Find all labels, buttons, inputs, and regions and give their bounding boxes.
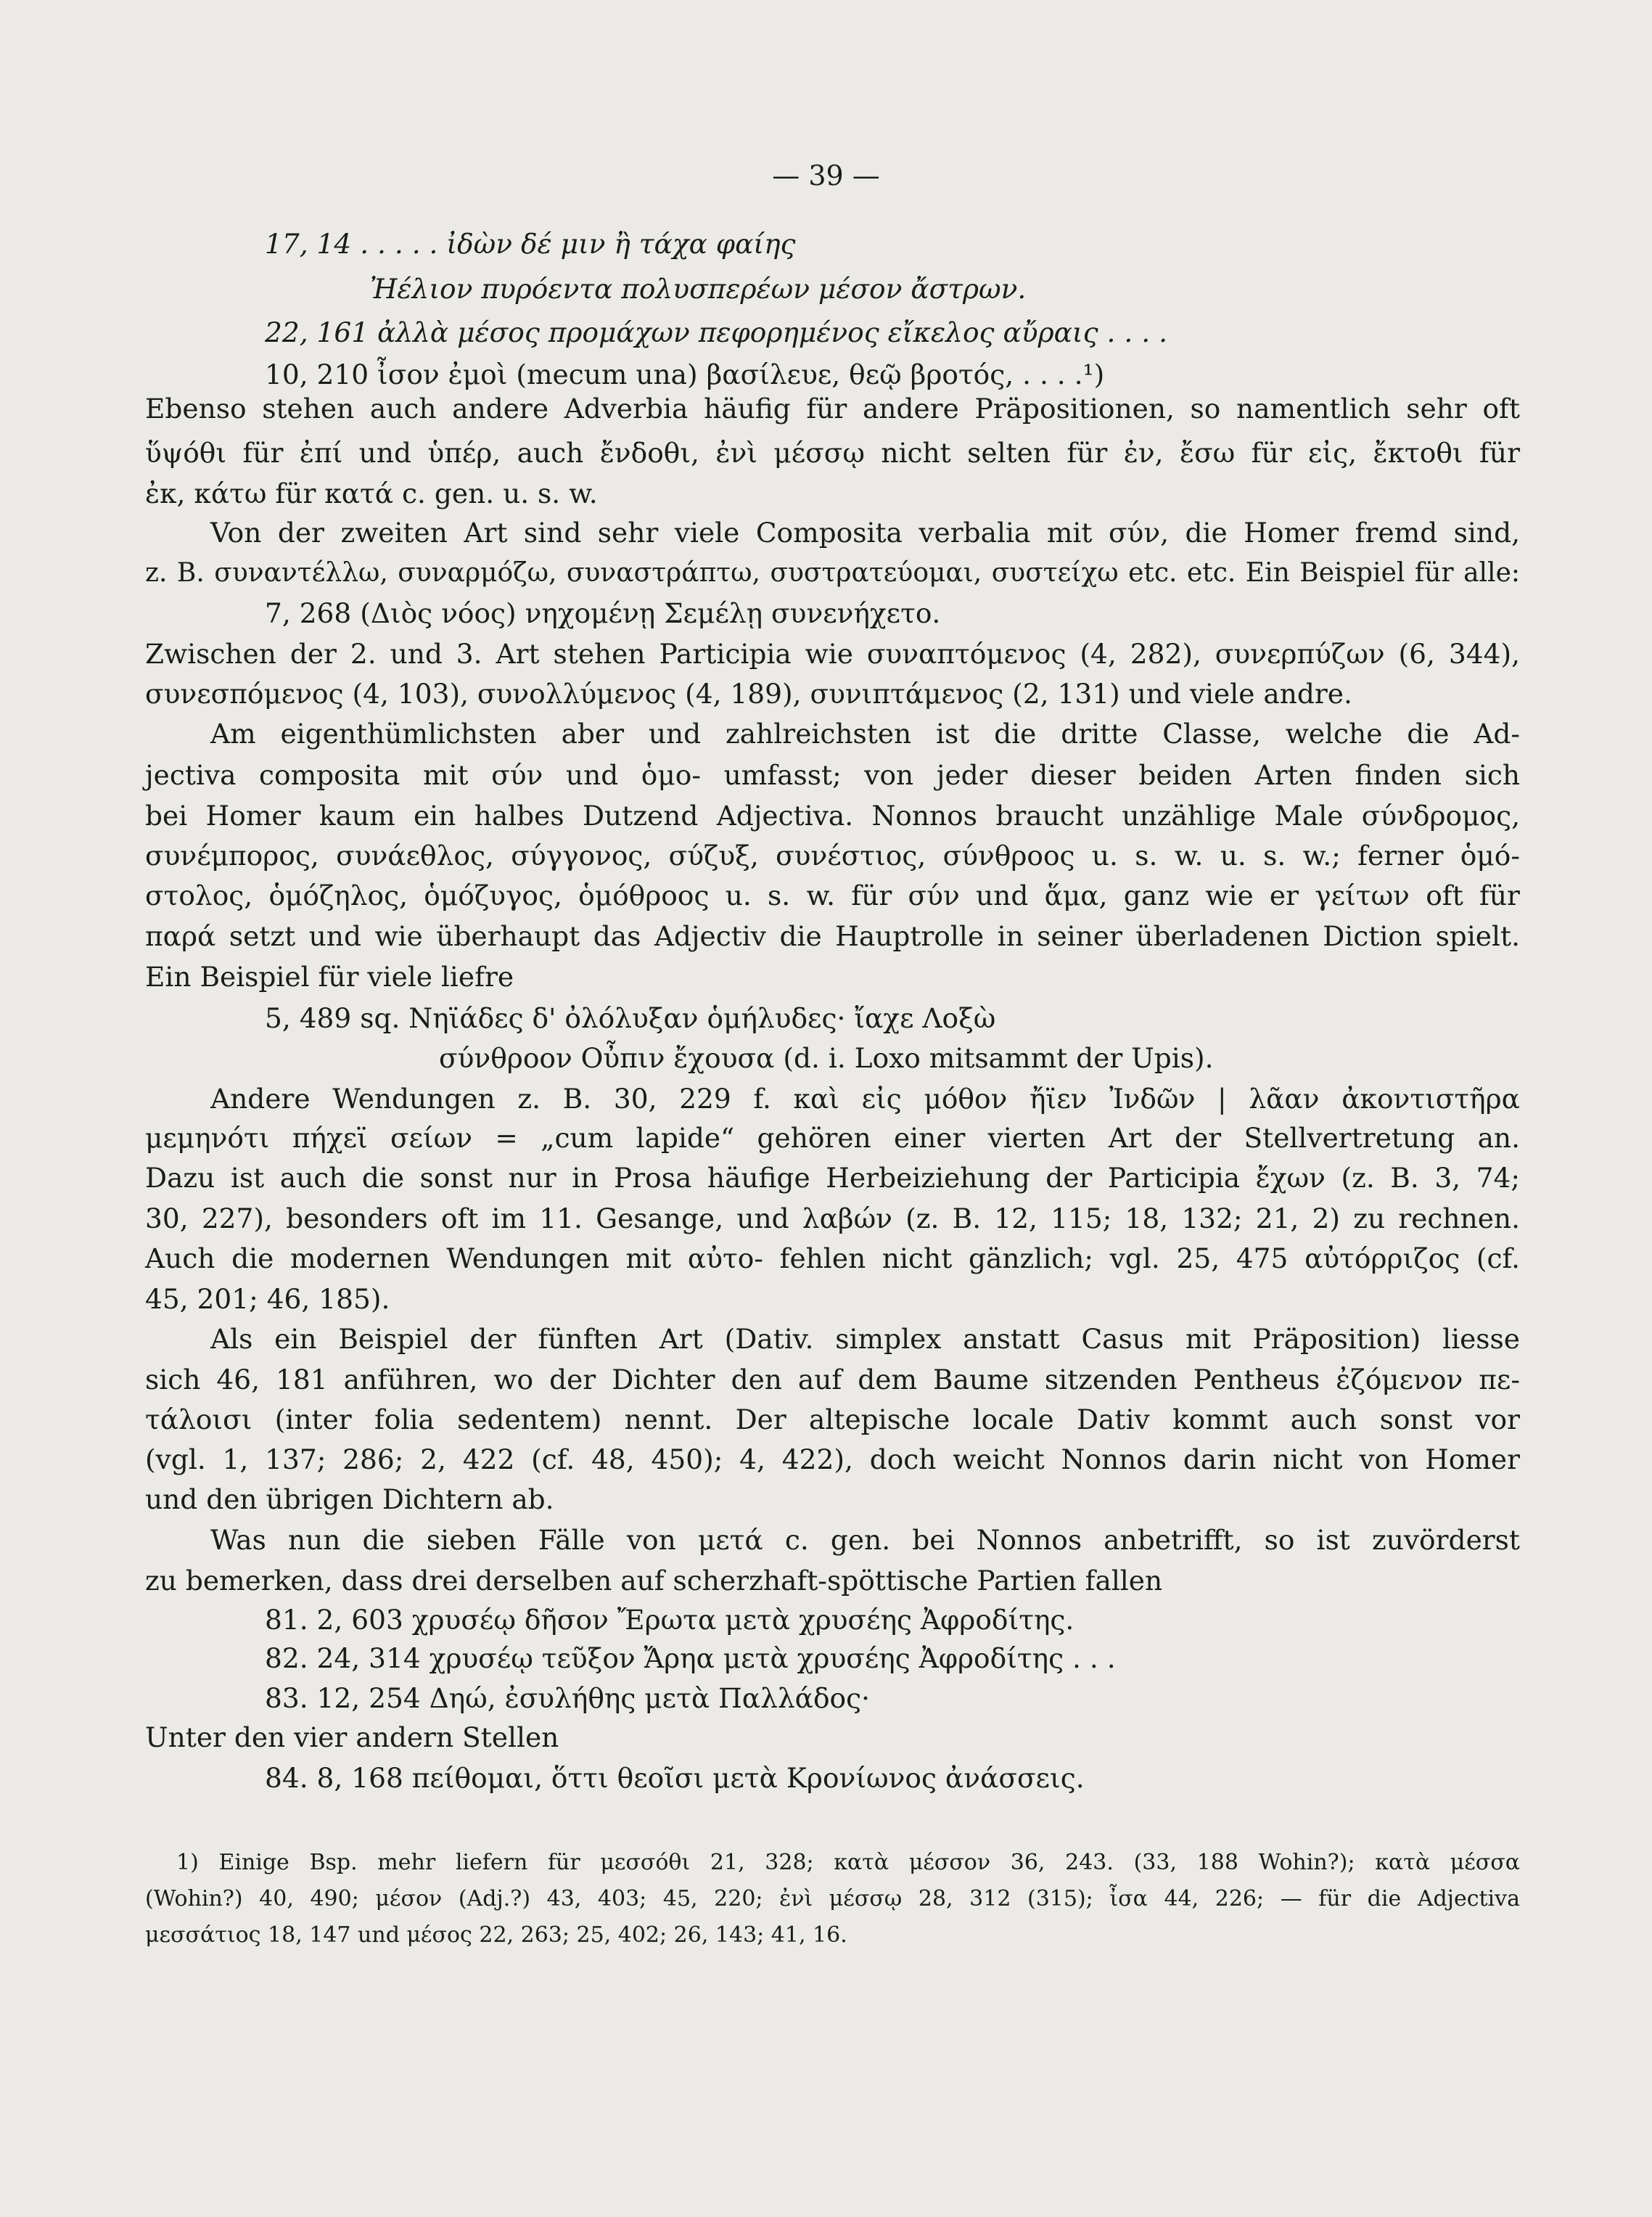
text-line: ἐκ, κάτω für κατά c. gen. u. s. w. xyxy=(145,478,598,509)
page-number: — 39 — xyxy=(772,160,880,192)
footnote-line: 1) Einige Bsp. mehr liefern für μεσσόθι 21, 328; κατὰ μέσσον 36, 243. (33, 188 Wohin?); κατὰ μέσσα xyxy=(176,1850,1520,1875)
quote-line: σύνθροον Οὖπιν ἔχουσα (d. i. Loxo mitsammt der Upis). xyxy=(439,1042,1214,1074)
text-line: Was nun die sieben Fälle von μετά c. gen. bei Nonnos anbetrifft, so ist zuvörderst xyxy=(210,1524,1520,1556)
quote-line: 17, 14 . . . . . ἰδὼν δέ μιν ἢ τάχα φαίης xyxy=(265,228,796,260)
footnote-line: μεσσάτιος 18, 147 und μέσος 22, 263; 25, 402; 26, 143; 41, 16. xyxy=(145,1922,847,1948)
text-line: (vgl. 1, 137; 286; 2, 422 (cf. 48, 450); 4, 422), doch weicht Nonnos darin nicht von Homer xyxy=(145,1443,1520,1475)
footnote-line: (Wohin?) 40, 490; μέσον (Adj.?) 43, 403; 45, 220; ἐνὶ μέσσῳ 28, 312 (315); ἶσα 44, 226; — für die Adjectiva xyxy=(145,1886,1520,1911)
quote-line: 22, 161 ἀλλὰ μέσος προμάχων πεφορημένος εἴκελος αὔραις . . . . xyxy=(265,316,1168,348)
quote-line: 7, 268 (Διὸς νόος) νηχομένῃ Σεμέλῃ συνενήχετο. xyxy=(265,597,941,629)
text-line: συνέμπορος, συνάεθλος, σύγγονος, σύζυξ, συνέστιος, σύνθροος u. s. w. u. s. w.; ferner ὁμό- xyxy=(145,840,1520,872)
text-line: und den übrigen Dichtern ab. xyxy=(145,1483,554,1515)
quote-line: 5, 489 sq. Νηϊάδες δ' ὀλόλυξαν ὁμήλυδες· ἴαχε Λοξὼ xyxy=(265,1002,996,1034)
text-line: Andere Wendungen z. B. 30, 229 f. καὶ εἰς μόθον ἤϊεν Ἰνδῶν | λᾶαν ἀκοντιστῆρα xyxy=(210,1083,1520,1115)
text-line: Von der zweiten Art sind sehr viele Composita verbalia mit σύν, die Homer fremd sind, xyxy=(210,517,1520,549)
footnote-rule xyxy=(145,1832,363,1833)
text-line: Auch die modernen Wendungen mit αὐτο- fehlen nicht gänzlich; vgl. 25, 475 αὐτόρριζος (cf. xyxy=(145,1242,1520,1274)
text-line: Als ein Beispiel der fünften Art (Dativ. simplex anstatt Casus mit Präposition) liesse xyxy=(210,1323,1520,1355)
text-line: συνεσπόμενος (4, 103), συνολλύμενος (4, 189), συνιπτάμενος (2, 131) und viele andre. xyxy=(145,678,1352,710)
quote-line: 84. 8, 168 πείθομαι, ὅττι θεοῖσι μετὰ Κρονίωνος ἀνάσσεις. xyxy=(265,1762,1085,1794)
text-line: Dazu ist auch die sonst nur in Prosa häufige Herbeiziehung der Participia ἔχων (z. B. 3, 74; xyxy=(145,1162,1520,1194)
text-line: ὕψόθι für ἐπί und ὑπέρ, auch ἔνδοθι, ἐνὶ μέσσῳ nicht selten für ἐν, ἔσω für εἰς, ἔκτοθι für xyxy=(145,437,1520,469)
text-line: sich 46, 181 anführen, wo der Dichter den auf dem Baume sitzenden Pentheus ἐζόμενον πε- xyxy=(145,1364,1520,1396)
text-line: 30, 227), besonders oft im 11. Gesange, und λαβών (z. B. 12, 115; 18, 132; 21, 2) zu rechnen. xyxy=(145,1202,1520,1234)
text-line: bei Homer kaum ein halbes Dutzend Adjectiva. Nonnos braucht unzählige Male σύνδρομος, xyxy=(145,800,1520,832)
text-line: zu bemerken, dass drei derselben auf scherzhaft-spöttische Partien fallen xyxy=(145,1565,1163,1597)
quote-line: 82. 24, 314 χρυσέῳ τεῦξον Ἄρηα μετὰ χρυσέης Ἀφροδίτης . . . xyxy=(265,1642,1116,1674)
quote-line: 83. 12, 254 Δηώ, ἐσυλήθης μετὰ Παλλάδος· xyxy=(265,1682,871,1714)
quote-line: Ἠέλιον πυρόεντα πολυσπερέων μέσον ἄστρων. xyxy=(370,273,1027,305)
text-line: 45, 201; 46, 185). xyxy=(145,1283,390,1315)
text-line: z. B. συναντέλλω, συναρμόζω, συναστράπτω, συστρατεύομαι, συστείχω etc. etc. Ein Beispiel für alle: xyxy=(145,558,1520,588)
text-line: μεμηνότι πήχεϊ σείων = „cum lapide“ gehören einer vierten Art der Stellvertretung an. xyxy=(145,1122,1520,1154)
text-line: Ebenso stehen auch andere Adverbia häufig für andere Präpositionen, so namentlich sehr oft xyxy=(145,393,1520,425)
text-line: παρά setzt und wie überhaupt das Adjectiv die Hauptrolle in seiner überladenen Diction spielt. xyxy=(145,920,1520,952)
text-line: στολος, ὁμόζηλος, ὁμόζυγος, ὁμόθροος u. s. w. für σύν und ἅμα, ganz wie er γείτων oft für xyxy=(145,880,1520,911)
quote-line: 10, 210 ἶσον ἐμοὶ (mecum una) βασίλευε, θεῷ βροτός, . . . .¹) xyxy=(265,358,1105,390)
text-line: Zwischen der 2. und 3. Art stehen Participia wie συναπτόμενος (4, 282), συνερπύζων (6, 344), xyxy=(145,638,1520,670)
text-line: τάλοισι (inter folia sedentem) nennt. Der altepische locale Dativ kommt auch sonst vor xyxy=(145,1403,1520,1435)
text-line: Am eigenthümlichsten aber und zahlreichsten ist die dritte Classe, welche die Ad- xyxy=(210,718,1520,750)
text-line: Unter den vier andern Stellen xyxy=(145,1721,559,1753)
text-line: Ein Beispiel für viele liefre xyxy=(145,961,514,993)
text-line: jectiva composita mit σύν und ὁμο- umfasst; von jeder dieser beiden Arten finden sich xyxy=(145,759,1520,791)
quote-line: 81. 2, 603 χρυσέῳ δῆσον Ἔρωτα μετὰ χρυσέης Ἀφροδίτης. xyxy=(265,1604,1074,1636)
